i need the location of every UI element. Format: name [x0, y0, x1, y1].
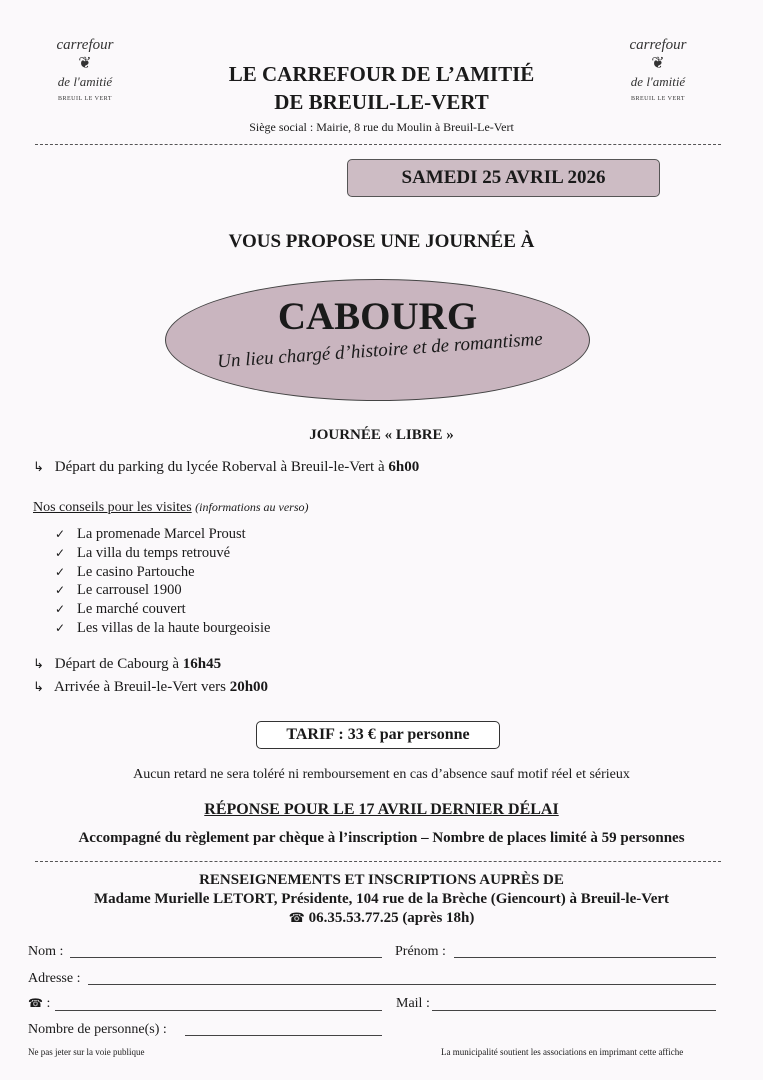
logo-text-line1: carrefour	[629, 37, 687, 53]
phone-field[interactable]	[55, 1010, 382, 1011]
event-date-badge: SAMEDI 25 AVRIL 2026	[347, 159, 660, 197]
contact-phone-line	[0, 910, 763, 927]
day-type: JOURNÉE « LIBRE »	[309, 427, 454, 443]
litter-notice: Ne pas jeter sur la voie publique	[28, 1047, 145, 1057]
address-label: Adresse :	[28, 971, 81, 986]
check-icon: ✓	[55, 564, 66, 579]
check-icon: ✓	[55, 620, 66, 635]
destination-motto: Un lieu chargé d’histoire et de romantisme	[216, 328, 544, 373]
club-name-line2: DE BREUIL-LE-VERT	[274, 90, 489, 114]
list-item	[55, 544, 270, 563]
firstname-field[interactable]	[454, 957, 716, 958]
logo-text-line1: carrefour	[56, 37, 114, 53]
municipality-notice: La municipalité soutient les associations en imprimant cette affiche	[441, 1047, 684, 1057]
contact-phone: 06.35.53.77.25 (après 18h)	[308, 910, 475, 926]
list-item-label: La promenade Marcel Proust	[77, 526, 246, 542]
turn-arrow-icon: ↳	[33, 657, 44, 672]
name-field[interactable]	[70, 957, 382, 958]
departure-text: Départ du parking du lycée Roberval à Breuil-le-Vert à	[54, 459, 389, 475]
payment-info: Accompagné du règlement par chèque à l’inscription – Nombre de places limité à 59 personnes	[78, 830, 685, 846]
arrival-line	[33, 679, 268, 696]
list-item	[55, 581, 270, 600]
people-count-field[interactable]	[185, 1035, 382, 1036]
firstname-label: Prénom :	[395, 944, 446, 959]
phone-field-label	[28, 996, 50, 1012]
head-office-address: Siège social : Mairie, 8 rue du Moulin à Breuil-Le-Vert	[249, 120, 514, 134]
list-item	[55, 600, 270, 619]
divider-bottom	[35, 861, 721, 862]
check-icon: ✓	[55, 527, 66, 541]
advice-list	[55, 525, 270, 638]
list-item-label: Le marché couvert	[77, 601, 186, 618]
advice-note: (informations au verso)	[195, 500, 309, 514]
destination-city: CABOURG	[277, 295, 478, 338]
return-departure-text: Départ de Cabourg à	[54, 656, 183, 672]
departure-time: 6h00	[388, 459, 420, 475]
people-count-label: Nombre de personne(s) :	[28, 1022, 167, 1037]
flame-icon: ❦	[78, 55, 92, 72]
logo-text-line3: BREUIL LE VERT	[631, 96, 685, 102]
phone-icon: ☎	[28, 996, 43, 1010]
logo-text-line2: de l'amitié	[630, 74, 686, 89]
advice-title: Nos conseils pour les visites	[33, 500, 192, 515]
list-item-label: Le carrousel 1900	[77, 582, 182, 599]
list-item-label: La villa du temps retrouvé	[77, 544, 231, 561]
list-item	[55, 619, 270, 638]
turn-arrow-icon: ↳	[33, 460, 44, 475]
event-intro: VOUS PROPOSE UNE JOURNÉE À	[228, 231, 535, 252]
address-field[interactable]	[88, 984, 716, 985]
mail-label: Mail :	[396, 996, 430, 1011]
mail-field[interactable]	[432, 1010, 716, 1011]
list-item-label: Le casino Partouche	[77, 563, 195, 580]
arrival-time: 20h00	[229, 679, 269, 695]
price-badge: TARIF : 33 € par personne	[256, 721, 500, 749]
advice-heading	[33, 500, 308, 516]
club-name-line1: LE CARREFOUR DE L’AMITIÉ	[228, 62, 535, 86]
reply-deadline: RÉPONSE POUR LE 17 AVRIL DERNIER DÉLAI	[204, 801, 559, 818]
check-icon: ✓	[55, 602, 66, 617]
phone-icon: ☎	[288, 911, 305, 926]
return-departure-line	[33, 656, 221, 673]
list-item	[55, 525, 270, 544]
divider-top	[35, 144, 721, 145]
return-departure-time: 16h45	[182, 656, 222, 672]
check-icon: ✓	[55, 545, 66, 560]
logo-text-line3: BREUIL LE VERT	[58, 96, 112, 102]
list-item-label: Les villas de la haute bourgeoisie	[77, 619, 271, 636]
contact-heading: RENSEIGNEMENTS ET INSCRIPTIONS AUPRÈS DE	[199, 872, 564, 888]
cancellation-notice: Aucun retard ne sera toléré ni remboursement en cas d’absence sauf motif réel et sérieux	[133, 767, 630, 782]
phone-colon: :	[46, 996, 51, 1011]
departure-line	[33, 459, 419, 476]
name-label: Nom :	[28, 944, 64, 959]
contact-person: Madame Murielle LETORT, Présidente, 104 rue de la Brèche (Giencourt) à Breuil-le-Vert	[93, 891, 670, 907]
flame-icon: ❦	[651, 55, 665, 72]
logo-text-line2: de l'amitié	[57, 74, 113, 89]
turn-arrow-icon: ↳	[33, 680, 44, 695]
check-icon: ✓	[55, 583, 66, 598]
arrival-text: Arrivée à Breuil-le-Vert vers	[53, 679, 230, 695]
list-item	[55, 563, 270, 582]
